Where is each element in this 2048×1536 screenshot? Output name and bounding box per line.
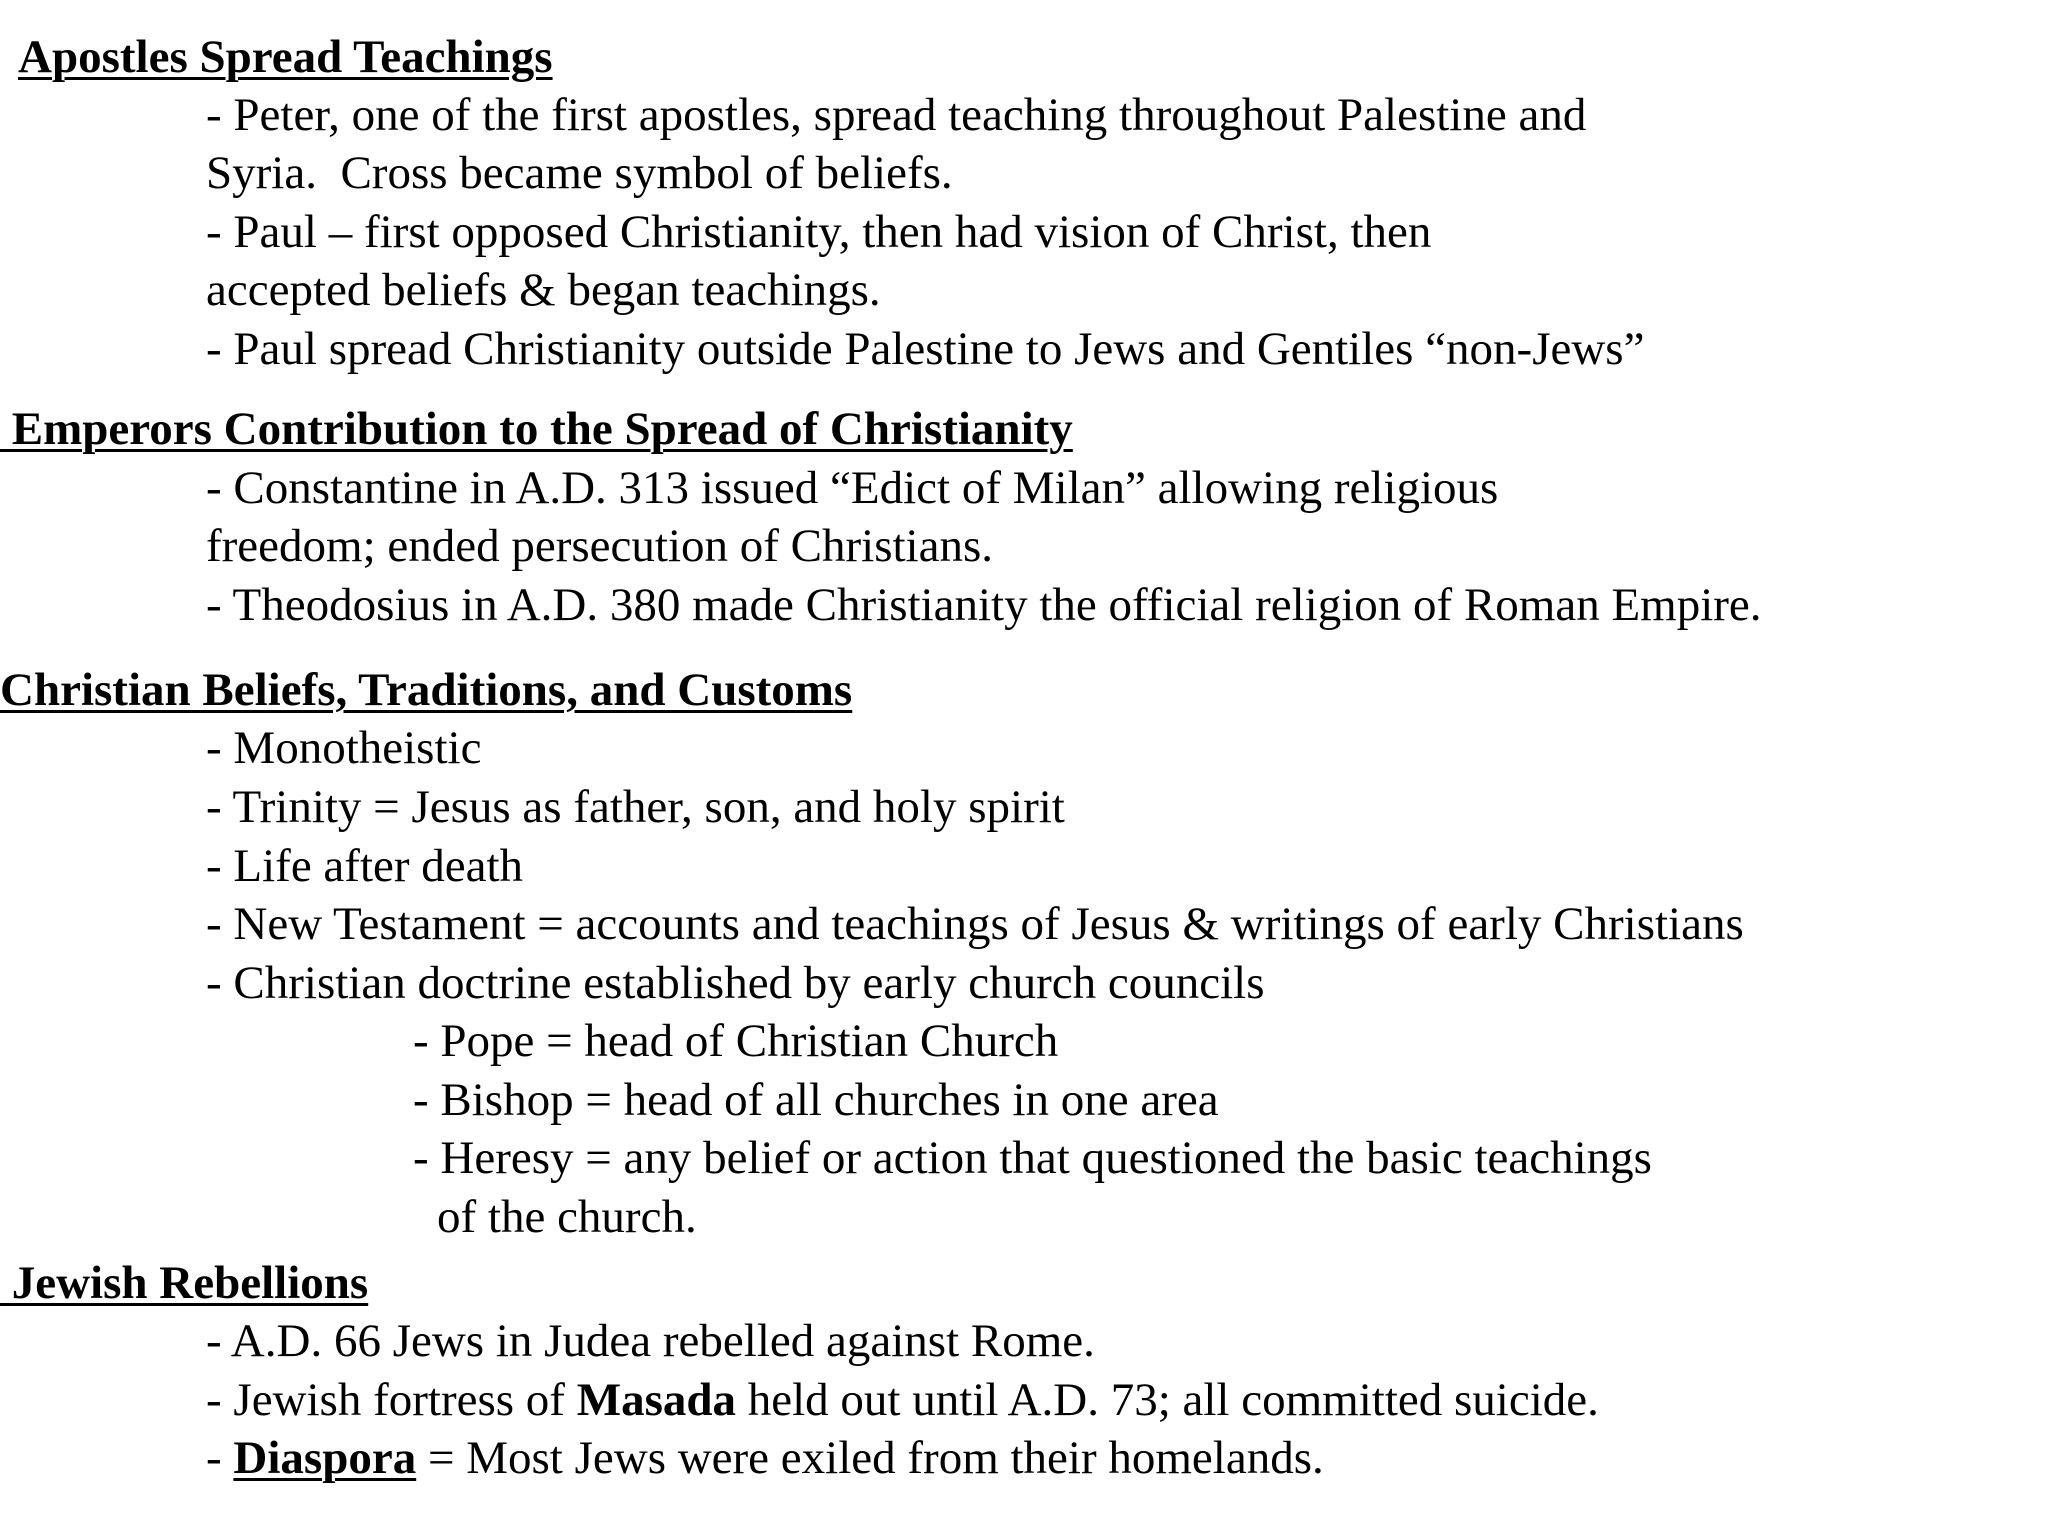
text-line: - Trinity = Jesus as father, son, and holy spirit [206,781,1065,833]
text-line: - New Testament = accounts and teachings of Jesus & writings of early Christians [206,898,1744,950]
text-line: - Paul – first opposed Christianity, then had vision of Christ, then [206,206,1432,258]
masada-suffix: held out until A.D. 73; all committed suicide. [736,1374,1599,1426]
sub-text-line: - Bishop = head of all churches in one area [413,1074,1219,1126]
sub-text-line: - Heresy = any belief or action that questioned the basic teachings [413,1132,1652,1184]
text-line: - Peter, one of the first apostles, spread teaching throughout Palestine and [206,89,1587,141]
diaspora-prefix: - [206,1432,234,1484]
heading-apostles: Apostles Spread Teachings [18,31,553,83]
text-line-diaspora [206,1429,1324,1487]
sub-text-line: of the church. [437,1191,697,1243]
text-line: Syria. Cross became symbol of beliefs. [206,147,953,199]
text-line: - Monotheistic [206,722,482,774]
heading-christian-beliefs: Christian Beliefs, Traditions, and Customs [0,664,853,716]
diaspora-term: Diaspora [233,1432,417,1484]
text-line-masada [206,1371,1599,1429]
text-line: - Christian doctrine established by early church councils [206,957,1265,1009]
text-line: accepted beliefs & began teachings. [206,264,881,316]
text-line: - Constantine in A.D. 313 issued “Edict of Milan” allowing religious [206,462,1499,514]
text-line: - Life after death [206,840,524,892]
heading-emperors: Emperors Contribution to the Spread of Christianity [0,403,1073,455]
text-line: - Paul spread Christianity outside Palestine to Jews and Gentiles “non-Jews” [206,323,1645,375]
text-line: freedom; ended persecution of Christians. [206,520,994,572]
sub-text-line: - Pope = head of Christian Church [413,1015,1059,1067]
text-line: - Theodosius in A.D. 380 made Christianity the official religion of Roman Empire. [206,579,1762,631]
masada-prefix: - Jewish fortress of [206,1374,577,1426]
diaspora-suffix: = Most Jews were exiled from their homelands. [416,1432,1324,1484]
masada-term: Masada [576,1374,736,1426]
text-line: - A.D. 66 Jews in Judea rebelled against Rome. [206,1315,1095,1367]
heading-jewish-rebellions: Jewish Rebellions [0,1257,369,1309]
